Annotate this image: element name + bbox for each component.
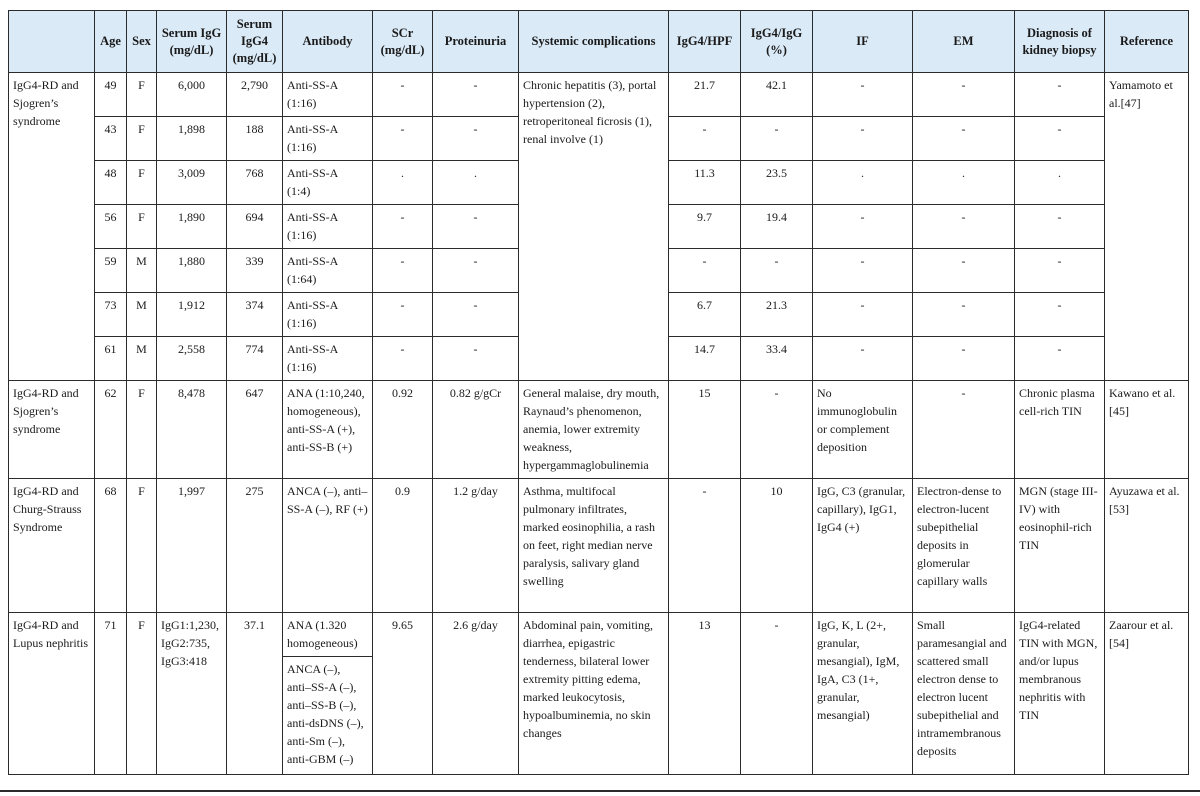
cell-proteinuria: - [433, 337, 519, 381]
cell-serum-igg4: 768 [227, 161, 283, 205]
header-igg4-igg-ratio: IgG4/IgG (%) [741, 11, 813, 73]
cell-age: 68 [95, 479, 127, 613]
cell-serum-igg: 3,009 [157, 161, 227, 205]
cell-proteinuria: - [433, 73, 519, 117]
cell-serum-igg: 1,912 [157, 293, 227, 337]
cell-age: 61 [95, 337, 127, 381]
cell-systemic: Chronic hepatitis (3), portal hypertension (2), retroperitoneal ficrosis (1), renal involve (1) [519, 73, 669, 381]
cell-condition: IgG4-RD and Lupus nephritis [9, 613, 95, 775]
header-row [9, 11, 1189, 73]
cell-antibody: Anti-SS-A (1:4) [283, 161, 373, 205]
cell-igg4-hpf: 6.7 [669, 293, 741, 337]
comparison-table [8, 10, 1189, 775]
cell-diagnosis: MGN (stage III-IV) with eosinophil-rich TIN [1015, 479, 1105, 613]
cell-scr: 0.9 [373, 479, 433, 613]
cell-if: - [813, 337, 913, 381]
cell-sex: F [127, 205, 157, 249]
cell-age: 49 [95, 73, 127, 117]
cell-igg4-hpf: 11.3 [669, 161, 741, 205]
cell-diagnosis: - [1015, 73, 1105, 117]
cell-serum-igg4: 275 [227, 479, 283, 613]
cell-igg4-ratio: 23.5 [741, 161, 813, 205]
cell-serum-igg: 1,890 [157, 205, 227, 249]
cell-igg4-ratio: 10 [741, 479, 813, 613]
cell-proteinuria: 0.82 g/gCr [433, 381, 519, 479]
cell-scr: - [373, 117, 433, 161]
header-condition [9, 11, 95, 73]
cell-age: 59 [95, 249, 127, 293]
cell-diagnosis: - [1015, 117, 1105, 161]
cell-em: - [913, 73, 1015, 117]
cell-proteinuria: - [433, 117, 519, 161]
cell-serum-igg: 8,478 [157, 381, 227, 479]
cell-systemic: Asthma, multifocal pulmonary infiltrates, marked eosinophilia, a rash on feet, right median nerve paralysis, salivary gland swelling [519, 479, 669, 613]
cell-condition: IgG4-RD and Sjogren’s syndrome [9, 381, 95, 479]
cell-diagnosis: IgG4-related TIN with MGN, and/or lupus membranous nephritis with TIN [1015, 613, 1105, 775]
cell-sex: F [127, 161, 157, 205]
header-serum-igg: Serum IgG (mg/dL) [157, 11, 227, 73]
cell-serum-igg4: 188 [227, 117, 283, 161]
cell-proteinuria: - [433, 249, 519, 293]
table-row [9, 381, 1189, 479]
cell-igg4-hpf: 13 [669, 613, 741, 775]
cell-igg4-hpf: 14.7 [669, 337, 741, 381]
cell-scr: - [373, 337, 433, 381]
cell-sex: F [127, 73, 157, 117]
cell-serum-igg4: 374 [227, 293, 283, 337]
header-em: EM [913, 11, 1015, 73]
cell-if: - [813, 205, 913, 249]
header-if: IF [813, 11, 913, 73]
cell-serum-igg: IgG1:1,230, IgG2:735, IgG3:418 [157, 613, 227, 775]
cell-reference: Zaarour et al.[54] [1105, 613, 1189, 775]
cell-igg4-ratio: - [741, 381, 813, 479]
table-row [9, 479, 1189, 613]
cell-sex: M [127, 337, 157, 381]
cell-proteinuria: 1.2 g/day [433, 479, 519, 613]
cell-antibody: Anti-SS-A (1:16) [283, 205, 373, 249]
cell-scr: . [373, 161, 433, 205]
cell-condition: IgG4-RD and Churg-Strauss Syndrome [9, 479, 95, 613]
cell-serum-igg4: 647 [227, 381, 283, 479]
cell-if: - [813, 249, 913, 293]
cell-diagnosis: . [1015, 161, 1105, 205]
cell-systemic: Abdominal pain, vomiting, diarrhea, epigastric tenderness, bilateral lower extremity pitting edema, marked leukocytosis, hypoalbuminemia, no skin changes [519, 613, 669, 775]
cell-age: 73 [95, 293, 127, 337]
header-serum-igg4: Serum IgG4 (mg/dL) [227, 11, 283, 73]
header-reference: Reference [1105, 11, 1189, 73]
cell-if: No immunoglobulin or complement deposition [813, 381, 913, 479]
cell-age: 56 [95, 205, 127, 249]
cell-igg4-ratio: 19.4 [741, 205, 813, 249]
cell-scr: 9.65 [373, 613, 433, 775]
table-row [9, 613, 1189, 657]
cell-diagnosis: - [1015, 205, 1105, 249]
header-sex: Sex [127, 11, 157, 73]
cell-scr: - [373, 249, 433, 293]
cell-em: Electron-dense to electron-lucent subepithelial deposits in glomerular capillary walls [913, 479, 1015, 613]
cell-antibody: Anti-SS-A (1:16) [283, 117, 373, 161]
cell-diagnosis: - [1015, 249, 1105, 293]
cell-antibody: ANA (1:10,240, homogeneous), anti-SS-A (+), anti-SS-B (+) [283, 381, 373, 479]
cell-age: 48 [95, 161, 127, 205]
cell-if: - [813, 293, 913, 337]
cell-proteinuria: - [433, 293, 519, 337]
cell-antibody: ANCA (–), anti–SS-A (–), RF (+) [283, 479, 373, 613]
cell-sex: F [127, 381, 157, 479]
cell-scr: - [373, 205, 433, 249]
cell-em: . [913, 161, 1015, 205]
cell-scr: - [373, 73, 433, 117]
cell-igg4-hpf: 15 [669, 381, 741, 479]
cell-if: IgG, C3 (granular, capillary), IgG1, IgG4 (+) [813, 479, 913, 613]
cell-igg4-ratio: 21.3 [741, 293, 813, 337]
cell-antibody: ANCA (–), anti–SS-A (–), anti–SS-B (–), anti-dsDNS (–), anti-Sm (–), anti-GBM (–) [283, 657, 373, 775]
cell-scr: - [373, 293, 433, 337]
cell-em: - [913, 117, 1015, 161]
cell-igg4-ratio: - [741, 249, 813, 293]
cell-serum-igg4: 774 [227, 337, 283, 381]
cell-age: 71 [95, 613, 127, 775]
cell-em: - [913, 381, 1015, 479]
cell-em: - [913, 337, 1015, 381]
cell-em: - [913, 293, 1015, 337]
cell-condition: IgG4-RD and Sjogren’s syndrome [9, 73, 95, 381]
cell-if: . [813, 161, 913, 205]
cell-igg4-hpf: 21.7 [669, 73, 741, 117]
cell-antibody: Anti-SS-A (1:16) [283, 337, 373, 381]
cell-proteinuria: - [433, 205, 519, 249]
cell-reference: Kawano et al.[45] [1105, 381, 1189, 479]
cell-serum-igg: 1,997 [157, 479, 227, 613]
cell-igg4-hpf: - [669, 117, 741, 161]
header-proteinuria: Proteinuria [433, 11, 519, 73]
cell-sex: F [127, 613, 157, 775]
header-systemic-complications: Systemic complications [519, 11, 669, 73]
cell-diagnosis: - [1015, 293, 1105, 337]
table-row [9, 73, 1189, 117]
cell-serum-igg4: 2,790 [227, 73, 283, 117]
cell-proteinuria: 2.6 g/day [433, 613, 519, 775]
cell-em: Small paramesangial and scattered small electron dense to electron lucent subepithelial and intramembranous deposits [913, 613, 1015, 775]
cell-serum-igg4: 694 [227, 205, 283, 249]
cell-igg4-ratio: - [741, 117, 813, 161]
cell-diagnosis: Chronic plasma cell-rich TIN [1015, 381, 1105, 479]
cell-antibody: ANA (1.320 homogeneous) [283, 613, 373, 657]
cell-serum-igg4: 339 [227, 249, 283, 293]
header-scr: SCr (mg/dL) [373, 11, 433, 73]
header-age: Age [95, 11, 127, 73]
cell-diagnosis: - [1015, 337, 1105, 381]
cell-age: 62 [95, 381, 127, 479]
cell-scr: 0.92 [373, 381, 433, 479]
cell-serum-igg: 1,880 [157, 249, 227, 293]
cell-antibody: Anti-SS-A (1:64) [283, 249, 373, 293]
cell-antibody: Anti-SS-A (1:16) [283, 293, 373, 337]
cell-sex: F [127, 117, 157, 161]
cell-reference: Yamamoto et al.[47] [1105, 73, 1189, 381]
cell-if: IgG, K, L (2+, granular, mesangial), IgM, IgA, C3 (1+, granular, mesangial) [813, 613, 913, 775]
cell-sex: F [127, 479, 157, 613]
cell-serum-igg4: 37.1 [227, 613, 283, 775]
cell-if: - [813, 73, 913, 117]
cell-sex: M [127, 249, 157, 293]
cell-age: 43 [95, 117, 127, 161]
cell-if: - [813, 117, 913, 161]
cell-igg4-hpf: 9.7 [669, 205, 741, 249]
cell-igg4-hpf: - [669, 249, 741, 293]
cell-systemic: General malaise, dry mouth, Raynaud’s phenomenon, anemia, lower extremity weakness, hypergammaglobulinemia [519, 381, 669, 479]
cell-proteinuria: . [433, 161, 519, 205]
table-container [8, 10, 1189, 775]
cell-em: - [913, 249, 1015, 293]
cell-igg4-ratio: 33.4 [741, 337, 813, 381]
cell-em: - [913, 205, 1015, 249]
header-igg4-hpf: IgG4/HPF [669, 11, 741, 73]
cell-reference: Ayuzawa et al.[53] [1105, 479, 1189, 613]
cell-sex: M [127, 293, 157, 337]
cell-serum-igg: 2,558 [157, 337, 227, 381]
cell-antibody: Anti-SS-A (1:16) [283, 73, 373, 117]
header-antibody: Antibody [283, 11, 373, 73]
cell-igg4-hpf: - [669, 479, 741, 613]
cell-igg4-ratio: - [741, 613, 813, 775]
bottom-rule [0, 790, 1200, 792]
header-diagnosis: Diagnosis of kidney biopsy [1015, 11, 1105, 73]
cell-serum-igg: 1,898 [157, 117, 227, 161]
cell-serum-igg: 6,000 [157, 73, 227, 117]
cell-igg4-ratio: 42.1 [741, 73, 813, 117]
